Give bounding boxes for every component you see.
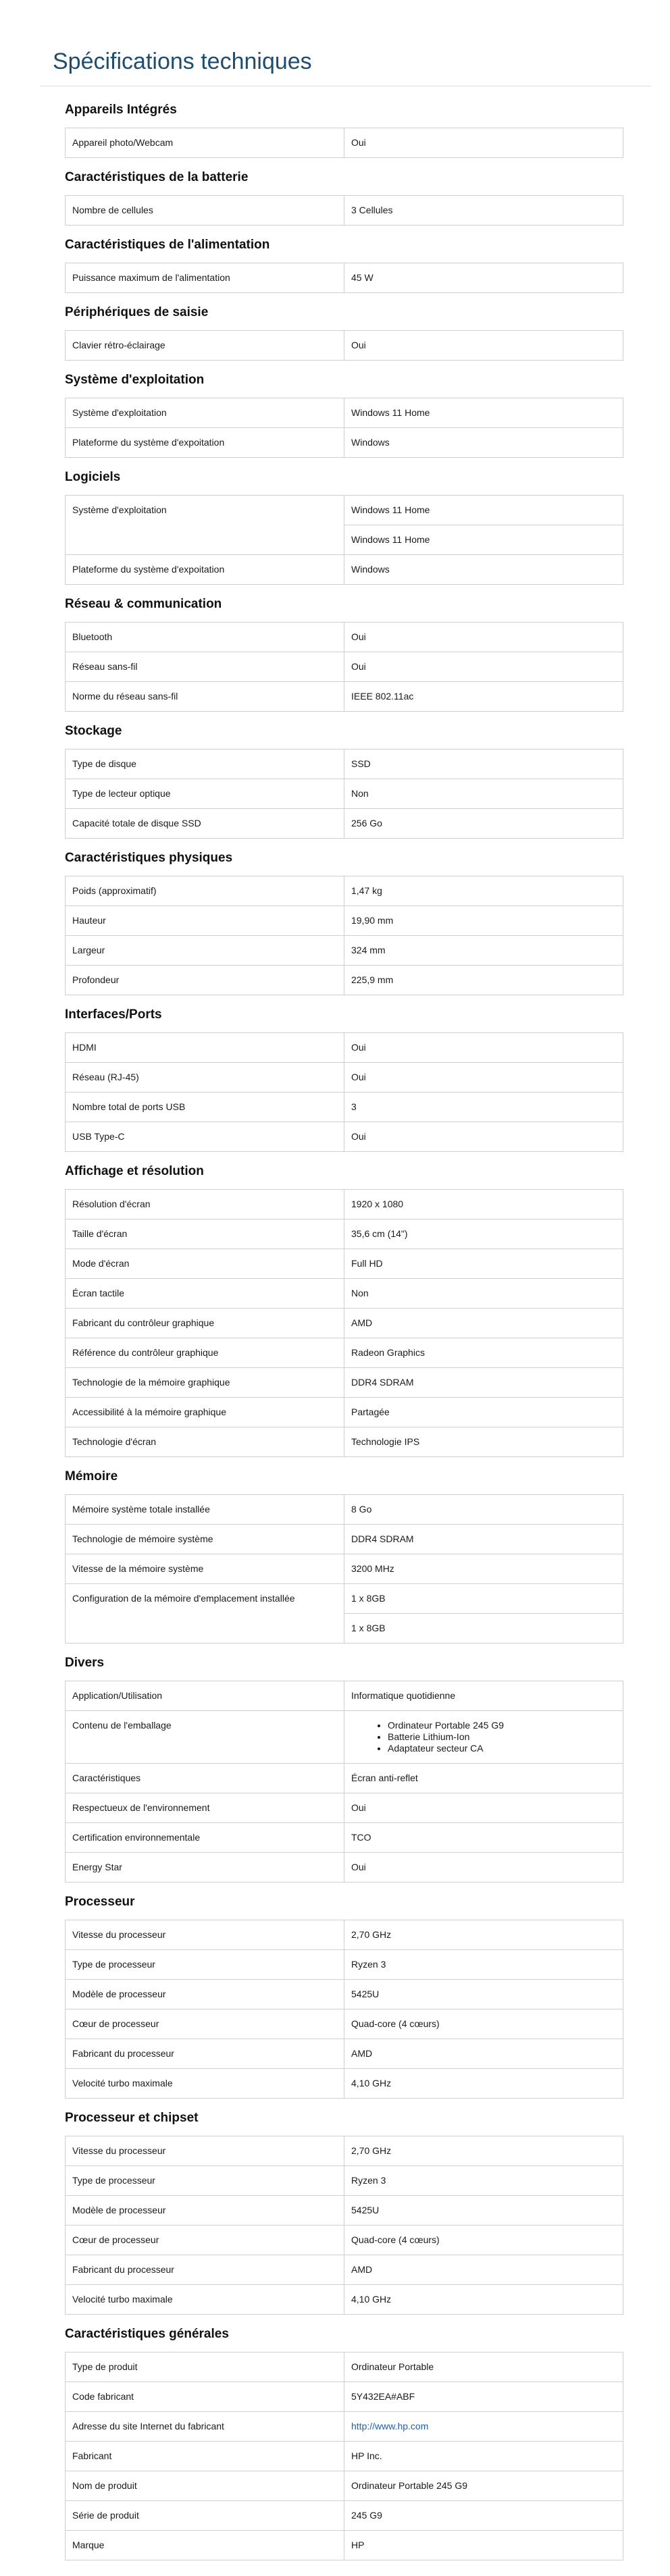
spec-section <box>65 1163 612 1457</box>
spec-value: Technologie IPS <box>344 1427 623 1457</box>
spec-section <box>65 371 612 458</box>
spec-value: HP Inc. <box>344 2442 623 2471</box>
table-row <box>66 2531 623 2560</box>
spec-label: Profondeur <box>66 966 344 995</box>
spec-value: 1,47 kg <box>344 876 623 906</box>
page-title: Spécifications techniques <box>53 49 312 74</box>
spec-value: Windows <box>344 555 623 585</box>
spec-label: Cœur de processeur <box>66 2009 344 2039</box>
spec-value: Oui <box>344 623 623 652</box>
spec-label: Hauteur <box>66 906 344 936</box>
spec-section <box>65 236 612 293</box>
spec-label: Caractéristiques <box>66 1764 344 1793</box>
spec-label: Plateforme du système d'expoitation <box>66 428 344 458</box>
table-row <box>66 428 623 458</box>
spec-label: Nombre de cellules <box>66 196 344 226</box>
list-item: • Ordinateur Portable 245 G9 <box>388 1720 616 1731</box>
spec-value: Ordinateur Portable 245 G9 <box>344 2471 623 2501</box>
table-row <box>66 1338 623 1368</box>
spec-label: Velocité turbo maximale <box>66 2069 344 2099</box>
table-row <box>66 263 623 293</box>
table-row <box>66 906 623 936</box>
table-row <box>66 2382 623 2412</box>
spec-value: Oui <box>344 331 623 361</box>
spec-label: Largeur <box>66 936 344 966</box>
spec-value: Ordinateur Portable <box>344 2352 623 2382</box>
table-row <box>66 1525 623 1554</box>
spec-value <box>344 1711 623 1764</box>
spec-section <box>65 1006 612 1152</box>
spec-value: Full HD <box>344 1249 623 1279</box>
table-row <box>66 1122 623 1152</box>
spec-label: Type de produit <box>66 2352 344 2382</box>
spec-value: Oui <box>344 1853 623 1883</box>
spec-value: 5425U <box>344 1980 623 2009</box>
spec-label: Fabricant <box>66 2442 344 2471</box>
table-row <box>66 1249 623 1279</box>
spec-table <box>65 622 623 712</box>
table-row <box>66 2009 623 2039</box>
table-row <box>66 2136 623 2166</box>
spec-section <box>65 2325 612 2560</box>
spec-section <box>65 169 612 226</box>
section-title: Stockage <box>65 724 122 738</box>
spec-label: Certification environnementale <box>66 1823 344 1853</box>
list-item: • Batterie Lithium-Ion <box>388 1731 616 1743</box>
table-row <box>66 1398 623 1427</box>
spec-table <box>65 1189 623 1457</box>
spec-value: Quad-core (4 cœurs) <box>344 2226 623 2255</box>
spec-label: Taille d'écran <box>66 1219 344 1249</box>
section-title: Processeur <box>65 1895 135 1909</box>
spec-label: Type de lecteur optique <box>66 779 344 809</box>
table-row <box>66 2471 623 2501</box>
spec-label: Modèle de processeur <box>66 1980 344 2009</box>
spec-table <box>65 195 623 226</box>
section-title: Périphériques de saisie <box>65 305 209 319</box>
spec-value: Non <box>344 779 623 809</box>
spec-value: 1 x 8GB <box>344 1584 623 1614</box>
table-row <box>66 1063 623 1093</box>
spec-label: Norme du réseau sans-fil <box>66 682 344 712</box>
spec-label: Résolution d'écran <box>66 1190 344 1219</box>
spec-label: Application/Utilisation <box>66 1681 344 1711</box>
spec-value: AMD <box>344 2255 623 2285</box>
spec-section <box>65 304 612 361</box>
spec-label: Contenu de l'emballage <box>66 1711 344 1764</box>
spec-value: DDR4 SDRAM <box>344 1368 623 1398</box>
table-row <box>66 128 623 158</box>
section-title: Système d'exploitation <box>65 373 205 387</box>
table-row <box>66 2196 623 2226</box>
table-row <box>66 2442 623 2471</box>
spec-table <box>65 1920 623 2099</box>
spec-value: Oui <box>344 1793 623 1823</box>
table-row <box>66 1764 623 1793</box>
spec-value: Oui <box>344 652 623 682</box>
spec-label: Nombre total de ports USB <box>66 1093 344 1122</box>
spec-value: 3 Cellules <box>344 196 623 226</box>
spec-value: Oui <box>344 128 623 158</box>
section-title: Appareils Intégrés <box>65 103 177 117</box>
spec-label: Modèle de processeur <box>66 2196 344 2226</box>
spec-label: Type de processeur <box>66 1950 344 1980</box>
spec-label: Vitesse du processeur <box>66 2136 344 2166</box>
spec-value: 4,10 GHz <box>344 2069 623 2099</box>
spec-value: Radeon Graphics <box>344 1338 623 1368</box>
spec-table <box>65 749 623 839</box>
spec-value: 245 G9 <box>344 2501 623 2531</box>
table-row <box>66 936 623 966</box>
spec-section <box>65 1468 612 1644</box>
spec-value: Windows 11 Home <box>344 496 623 525</box>
spec-label: Fabricant du processeur <box>66 2039 344 2069</box>
spec-value: Partagée <box>344 1398 623 1427</box>
spec-label: Mémoire système totale installée <box>66 1495 344 1525</box>
spec-label: Série de produit <box>66 2501 344 2531</box>
table-row <box>66 1495 623 1525</box>
spec-value: 19,90 mm <box>344 906 623 936</box>
table-row <box>66 1793 623 1823</box>
table-row <box>66 1980 623 2009</box>
spec-table <box>65 263 623 293</box>
spec-label: Système d'exploitation <box>66 496 344 555</box>
spec-value: Windows 11 Home <box>344 398 623 428</box>
spec-table <box>65 1494 623 1644</box>
spec-label: Puissance maximum de l'alimentation <box>66 263 344 293</box>
spec-label: Type de disque <box>66 750 344 779</box>
spec-value: 45 W <box>344 263 623 293</box>
spec-table <box>65 1681 623 1883</box>
spec-value: 8 Go <box>344 1495 623 1525</box>
spec-value: 5425U <box>344 2196 623 2226</box>
spec-label: Système d'exploitation <box>66 398 344 428</box>
table-row <box>66 2039 623 2069</box>
list-item: • Adaptateur secteur CA <box>388 1743 616 1754</box>
spec-label: Poids (approximatif) <box>66 876 344 906</box>
spec-table <box>65 1032 623 1152</box>
spec-label: Référence du contrôleur graphique <box>66 1338 344 1368</box>
table-row <box>66 2226 623 2255</box>
section-title: Réseau & communication <box>65 597 222 611</box>
spec-label: Bluetooth <box>66 623 344 652</box>
spec-label: Velocité turbo maximale <box>66 2285 344 2315</box>
spec-section <box>65 849 612 995</box>
spec-value: 3200 MHz <box>344 1554 623 1584</box>
spec-label: Technologie de mémoire système <box>66 1525 344 1554</box>
table-row <box>66 555 623 585</box>
spec-section <box>65 2109 612 2315</box>
spec-value: Windows 11 Home <box>344 525 623 555</box>
spec-label: Technologie d'écran <box>66 1427 344 1457</box>
spec-label: Adresse du site Internet du fabricant <box>66 2412 344 2442</box>
spec-label: Réseau sans-fil <box>66 652 344 682</box>
table-row <box>66 1190 623 1219</box>
spec-table <box>65 128 623 158</box>
spec-value: 256 Go <box>344 809 623 839</box>
section-title: Divers <box>65 1656 105 1670</box>
spec-label: Mode d'écran <box>66 1249 344 1279</box>
spec-label: Configuration de la mémoire d'emplacement installée <box>66 1584 344 1644</box>
table-row <box>66 1584 623 1614</box>
package-contents-list <box>351 1720 616 1754</box>
table-row <box>66 2352 623 2382</box>
spec-label: Cœur de processeur <box>66 2226 344 2255</box>
table-row <box>66 2412 623 2442</box>
spec-sections <box>41 101 612 2560</box>
spec-label: Technologie de la mémoire graphique <box>66 1368 344 1398</box>
table-row <box>66 682 623 712</box>
section-title: Affichage et résolution <box>65 1164 204 1178</box>
spec-label: Vitesse de la mémoire système <box>66 1554 344 1584</box>
table-row <box>66 1681 623 1711</box>
table-row <box>66 2255 623 2285</box>
section-title: Caractéristiques physiques <box>65 851 233 865</box>
spec-table <box>65 876 623 995</box>
table-row <box>66 2166 623 2196</box>
spec-label: Écran tactile <box>66 1279 344 1309</box>
spec-value: HP <box>344 2531 623 2560</box>
spec-value: SSD <box>344 750 623 779</box>
spec-label: Energy Star <box>66 1853 344 1883</box>
table-row <box>66 809 623 839</box>
table-row <box>66 496 623 525</box>
spec-section <box>65 722 612 839</box>
spec-value <box>344 2412 623 2442</box>
section-title: Processeur et chipset <box>65 2111 199 2125</box>
spec-label: USB Type-C <box>66 1122 344 1152</box>
spec-value: TCO <box>344 1823 623 1853</box>
spec-label: HDMI <box>66 1033 344 1063</box>
spec-label: Réseau (RJ-45) <box>66 1063 344 1093</box>
table-row <box>66 779 623 809</box>
table-row <box>66 2069 623 2099</box>
spec-label: Capacité totale de disque SSD <box>66 809 344 839</box>
spec-label: Respectueux de l'environnement <box>66 1793 344 1823</box>
spec-section <box>65 596 612 712</box>
spec-table <box>65 2352 623 2560</box>
spec-value: 324 mm <box>344 936 623 966</box>
spec-value: Non <box>344 1279 623 1309</box>
spec-section <box>65 101 612 158</box>
spec-label: Accessibilité à la mémoire graphique <box>66 1398 344 1427</box>
spec-value: Windows <box>344 428 623 458</box>
table-row <box>66 331 623 361</box>
spec-value: Écran anti-reflet <box>344 1764 623 1793</box>
spec-section <box>65 469 612 585</box>
table-row <box>66 1368 623 1398</box>
table-row <box>66 966 623 995</box>
spec-value: AMD <box>344 1309 623 1338</box>
table-row <box>66 398 623 428</box>
table-row <box>66 1853 623 1883</box>
spec-value: 1 x 8GB <box>344 1614 623 1644</box>
spec-value: IEEE 802.11ac <box>344 682 623 712</box>
table-row <box>66 1093 623 1122</box>
spec-label: Fabricant du contrôleur graphique <box>66 1309 344 1338</box>
spec-value: 2,70 GHz <box>344 1920 623 1950</box>
table-row <box>66 876 623 906</box>
section-title: Mémoire <box>65 1469 118 1483</box>
spec-table <box>65 330 623 361</box>
spec-value: 225,9 mm <box>344 966 623 995</box>
spec-label: Code fabricant <box>66 2382 344 2412</box>
table-row <box>66 1711 623 1764</box>
spec-value: 5Y432EA#ABF <box>344 2382 623 2412</box>
spec-label: Appareil photo/Webcam <box>66 128 344 158</box>
table-row <box>66 2285 623 2315</box>
spec-value: Ryzen 3 <box>344 1950 623 1980</box>
spec-value: Oui <box>344 1033 623 1063</box>
spec-label: Vitesse du processeur <box>66 1920 344 1950</box>
spec-label: Fabricant du processeur <box>66 2255 344 2285</box>
table-row <box>66 1920 623 1950</box>
spec-label: Clavier rétro-éclairage <box>66 331 344 361</box>
spec-value: Oui <box>344 1063 623 1093</box>
spec-label: Plateforme du système d'expoitation <box>66 555 344 585</box>
spec-value: Oui <box>344 1122 623 1152</box>
spec-value: 1920 x 1080 <box>344 1190 623 1219</box>
table-row <box>66 1279 623 1309</box>
manufacturer-website-link[interactable]: http://www.hp.com <box>351 2421 429 2432</box>
spec-value: 35,6 cm (14") <box>344 1219 623 1249</box>
table-row <box>66 1554 623 1584</box>
spec-table <box>65 2136 623 2315</box>
spec-section <box>65 1893 612 2099</box>
spec-table <box>65 495 623 585</box>
section-title: Interfaces/Ports <box>65 1007 162 1022</box>
section-title: Logiciels <box>65 470 121 484</box>
spec-value: 3 <box>344 1093 623 1122</box>
spec-value: DDR4 SDRAM <box>344 1525 623 1554</box>
table-row <box>66 652 623 682</box>
spec-value: Quad-core (4 cœurs) <box>344 2009 623 2039</box>
spec-label: Nom de produit <box>66 2471 344 2501</box>
table-row <box>66 1950 623 1980</box>
spec-value: 2,70 GHz <box>344 2136 623 2166</box>
section-title: Caractéristiques de la batterie <box>65 170 249 184</box>
spec-section <box>65 1654 612 1883</box>
spec-value: Ryzen 3 <box>344 2166 623 2196</box>
spec-label: Marque <box>66 2531 344 2560</box>
spec-label: Type de processeur <box>66 2166 344 2196</box>
table-row <box>66 750 623 779</box>
table-row <box>66 1309 623 1338</box>
table-row <box>66 1219 623 1249</box>
table-row <box>66 623 623 652</box>
table-row <box>66 2501 623 2531</box>
spec-value: Informatique quotidienne <box>344 1681 623 1711</box>
spec-value: 4,10 GHz <box>344 2285 623 2315</box>
table-row <box>66 196 623 226</box>
table-row <box>66 1427 623 1457</box>
section-title: Caractéristiques générales <box>65 2327 229 2341</box>
section-title: Caractéristiques de l'alimentation <box>65 238 270 252</box>
spec-table <box>65 398 623 458</box>
table-row <box>66 1823 623 1853</box>
spec-value: AMD <box>344 2039 623 2069</box>
table-row <box>66 1033 623 1063</box>
